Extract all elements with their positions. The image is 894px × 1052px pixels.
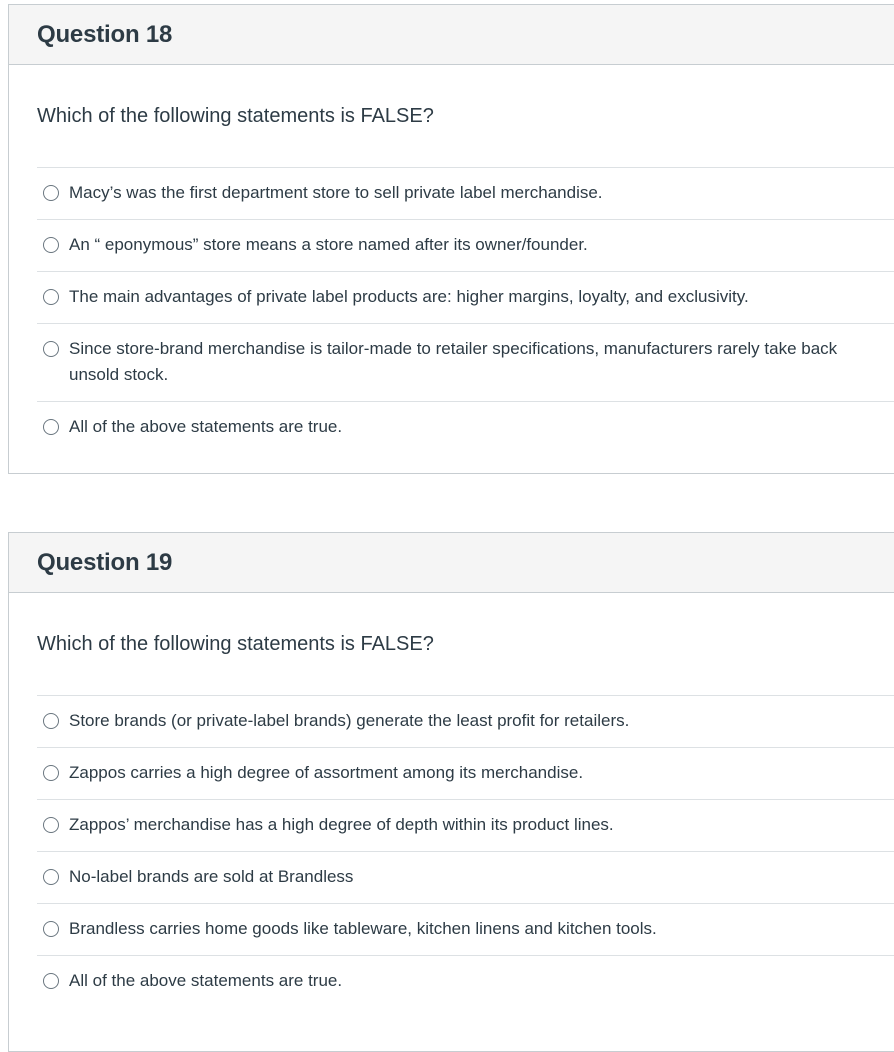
answer-option[interactable]	[37, 324, 894, 402]
radio-button[interactable]	[43, 973, 59, 989]
answer-label: Brandless carries home goods like tableware, kitchen linens and kitchen tools.	[69, 919, 657, 938]
answer-option[interactable]	[37, 696, 894, 748]
radio-button[interactable]	[43, 921, 59, 937]
answer-option[interactable]	[37, 904, 894, 956]
answer-label: The main advantages of private label products are: higher margins, loyalty, and exclusivity.	[69, 287, 749, 306]
question-header	[9, 5, 894, 65]
answer-label: Since store-brand merchandise is tailor-made to retailer specifications, manufacturers rarely take back unsold stock.	[69, 339, 838, 384]
radio-button[interactable]	[43, 765, 59, 781]
radio-button[interactable]	[43, 817, 59, 833]
radio-button[interactable]	[43, 289, 59, 305]
radio-button[interactable]	[43, 713, 59, 729]
answer-list	[37, 168, 894, 453]
answer-option[interactable]	[37, 272, 894, 324]
question-prompt: Which of the following statements is FALSE?	[37, 593, 894, 696]
answer-option[interactable]	[37, 800, 894, 852]
answer-option[interactable]	[37, 852, 894, 904]
answer-label: Zappos’ merchandise has a high degree of depth within its product lines.	[69, 815, 614, 834]
answer-option[interactable]	[37, 956, 894, 1007]
answer-label: Macy’s was the first department store to sell private label merchandise.	[69, 183, 603, 202]
answer-option[interactable]	[37, 220, 894, 272]
answer-option[interactable]	[37, 748, 894, 800]
question-prompt: Which of the following statements is FALSE?	[37, 65, 894, 168]
answer-label: No-label brands are sold at Brandless	[69, 867, 354, 886]
answer-option[interactable]	[37, 168, 894, 220]
answer-label: An “ eponymous” store means a store named after its owner/founder.	[69, 235, 588, 254]
question-title: Question 19	[37, 548, 173, 576]
radio-button[interactable]	[43, 869, 59, 885]
answer-list	[37, 696, 894, 1007]
question-header	[9, 533, 894, 593]
question-18-card	[8, 4, 894, 474]
radio-button[interactable]	[43, 341, 59, 357]
answer-label: All of the above statements are true.	[69, 971, 343, 990]
answer-label: All of the above statements are true.	[69, 417, 343, 436]
question-19-card	[8, 532, 894, 1052]
answer-label: Zappos carries a high degree of assortment among its merchandise.	[69, 763, 584, 782]
radio-button[interactable]	[43, 237, 59, 253]
question-title: Question 18	[37, 20, 173, 48]
answer-label: Store brands (or private-label brands) generate the least profit for retailers.	[69, 711, 630, 730]
answer-option[interactable]	[37, 402, 894, 453]
radio-button[interactable]	[43, 185, 59, 201]
radio-button[interactable]	[43, 419, 59, 435]
